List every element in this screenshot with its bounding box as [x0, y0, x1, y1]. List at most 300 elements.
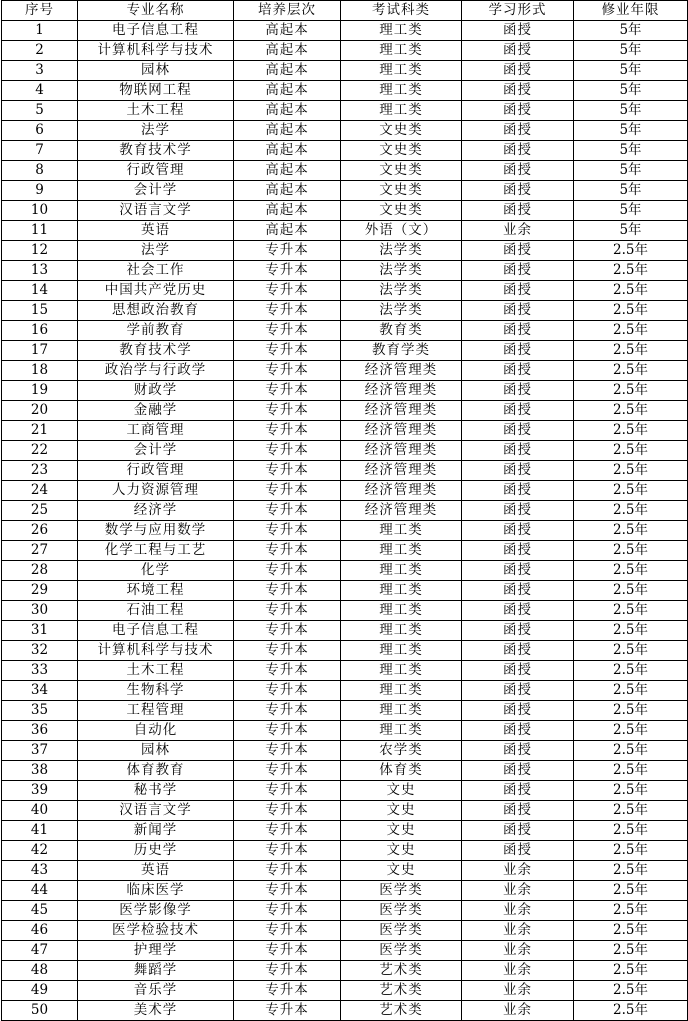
cell-major-name: 行政管理 [78, 461, 234, 481]
cell-study-form: 函授 [462, 361, 574, 381]
cell-index: 34 [2, 681, 78, 701]
cell-duration: 5年 [574, 41, 688, 61]
cell-level: 专升本 [234, 721, 341, 741]
cell-duration: 2.5年 [574, 821, 688, 841]
cell-index: 32 [2, 641, 78, 661]
cell-exam-category: 医学类 [341, 921, 462, 941]
cell-index: 50 [2, 1001, 78, 1021]
header-index: 序号 [2, 1, 78, 21]
cell-index: 35 [2, 701, 78, 721]
cell-duration: 5年 [574, 221, 688, 241]
cell-index: 25 [2, 501, 78, 521]
table-row [2, 641, 688, 661]
cell-study-form: 函授 [462, 321, 574, 341]
cell-major-name: 计算机科学与技术 [78, 641, 234, 661]
cell-major-name: 电子信息工程 [78, 621, 234, 641]
cell-level: 专升本 [234, 741, 341, 761]
cell-level: 高起本 [234, 201, 341, 221]
cell-study-form: 函授 [462, 441, 574, 461]
table-row [2, 21, 688, 41]
cell-major-name: 金融学 [78, 401, 234, 421]
cell-duration: 2.5年 [574, 721, 688, 741]
cell-major-name: 园林 [78, 741, 234, 761]
table-row [2, 581, 688, 601]
cell-duration: 2.5年 [574, 601, 688, 621]
cell-level: 专升本 [234, 361, 341, 381]
cell-study-form: 函授 [462, 641, 574, 661]
cell-major-name: 法学 [78, 241, 234, 261]
cell-index: 9 [2, 181, 78, 201]
cell-level: 高起本 [234, 101, 341, 121]
cell-duration: 5年 [574, 81, 688, 101]
cell-major-name: 土木工程 [78, 661, 234, 681]
cell-study-form: 函授 [462, 301, 574, 321]
cell-index: 29 [2, 581, 78, 601]
cell-study-form: 函授 [462, 341, 574, 361]
cell-exam-category: 理工类 [341, 581, 462, 601]
cell-index: 47 [2, 941, 78, 961]
cell-study-form: 函授 [462, 661, 574, 681]
cell-duration: 2.5年 [574, 561, 688, 581]
cell-duration: 2.5年 [574, 441, 688, 461]
cell-study-form: 函授 [462, 821, 574, 841]
cell-index: 27 [2, 541, 78, 561]
cell-duration: 5年 [574, 101, 688, 121]
cell-duration: 2.5年 [574, 361, 688, 381]
cell-study-form: 函授 [462, 501, 574, 521]
cell-duration: 2.5年 [574, 1001, 688, 1021]
cell-level: 专升本 [234, 501, 341, 521]
cell-exam-category: 理工类 [341, 701, 462, 721]
table-row [2, 141, 688, 161]
cell-exam-category: 艺术类 [341, 1001, 462, 1021]
cell-study-form: 函授 [462, 401, 574, 421]
cell-study-form: 函授 [462, 381, 574, 401]
cell-exam-category: 经济管理类 [341, 381, 462, 401]
cell-index: 48 [2, 961, 78, 981]
cell-index: 42 [2, 841, 78, 861]
cell-level: 专升本 [234, 761, 341, 781]
table-row [2, 621, 688, 641]
table-row [2, 81, 688, 101]
cell-duration: 2.5年 [574, 281, 688, 301]
cell-level: 专升本 [234, 801, 341, 821]
cell-level: 专升本 [234, 621, 341, 641]
cell-level: 专升本 [234, 381, 341, 401]
cell-major-name: 物联网工程 [78, 81, 234, 101]
cell-index: 38 [2, 761, 78, 781]
cell-duration: 2.5年 [574, 521, 688, 541]
table-row [2, 421, 688, 441]
table-row [2, 441, 688, 461]
cell-exam-category: 经济管理类 [341, 501, 462, 521]
cell-major-name: 石油工程 [78, 601, 234, 621]
cell-index: 46 [2, 921, 78, 941]
cell-duration: 2.5年 [574, 781, 688, 801]
cell-duration: 2.5年 [574, 661, 688, 681]
cell-index: 16 [2, 321, 78, 341]
cell-study-form: 函授 [462, 21, 574, 41]
table-row [2, 861, 688, 881]
cell-study-form: 业余 [462, 981, 574, 1001]
cell-major-name: 工程管理 [78, 701, 234, 721]
cell-index: 39 [2, 781, 78, 801]
cell-exam-category: 理工类 [341, 681, 462, 701]
cell-level: 专升本 [234, 261, 341, 281]
cell-level: 专升本 [234, 1001, 341, 1021]
cell-major-name: 历史学 [78, 841, 234, 861]
cell-duration: 5年 [574, 161, 688, 181]
cell-study-form: 函授 [462, 101, 574, 121]
cell-exam-category: 艺术类 [341, 961, 462, 981]
cell-study-form: 函授 [462, 521, 574, 541]
table-row [2, 741, 688, 761]
majors-table [1, 0, 688, 1021]
cell-exam-category: 文史 [341, 861, 462, 881]
cell-index: 12 [2, 241, 78, 261]
cell-study-form: 函授 [462, 121, 574, 141]
cell-duration: 2.5年 [574, 381, 688, 401]
cell-major-name: 行政管理 [78, 161, 234, 181]
cell-level: 高起本 [234, 81, 341, 101]
header-study-form: 学习形式 [462, 1, 574, 21]
cell-exam-category: 理工类 [341, 661, 462, 681]
cell-duration: 2.5年 [574, 341, 688, 361]
cell-level: 专升本 [234, 881, 341, 901]
table-row [2, 981, 688, 1001]
cell-exam-category: 教育类 [341, 321, 462, 341]
cell-major-name: 化学 [78, 561, 234, 581]
cell-major-name: 汉语言文学 [78, 201, 234, 221]
cell-exam-category: 理工类 [341, 21, 462, 41]
table-row [2, 661, 688, 681]
cell-major-name: 秘书学 [78, 781, 234, 801]
table-row [2, 61, 688, 81]
cell-index: 10 [2, 201, 78, 221]
cell-index: 33 [2, 661, 78, 681]
cell-exam-category: 理工类 [341, 721, 462, 741]
cell-study-form: 函授 [462, 41, 574, 61]
cell-study-form: 函授 [462, 281, 574, 301]
table-row [2, 521, 688, 541]
cell-index: 22 [2, 441, 78, 461]
table-row [2, 881, 688, 901]
cell-level: 专升本 [234, 781, 341, 801]
cell-exam-category: 法学类 [341, 301, 462, 321]
cell-duration: 5年 [574, 141, 688, 161]
cell-study-form: 函授 [462, 421, 574, 441]
cell-major-name: 园林 [78, 61, 234, 81]
cell-duration: 2.5年 [574, 321, 688, 341]
cell-major-name: 社会工作 [78, 261, 234, 281]
cell-exam-category: 法学类 [341, 241, 462, 261]
cell-major-name: 音乐学 [78, 981, 234, 1001]
cell-major-name: 体育教育 [78, 761, 234, 781]
cell-major-name: 数学与应用数学 [78, 521, 234, 541]
cell-study-form: 函授 [462, 261, 574, 281]
cell-level: 专升本 [234, 321, 341, 341]
cell-study-form: 函授 [462, 481, 574, 501]
cell-exam-category: 经济管理类 [341, 361, 462, 381]
table-row [2, 941, 688, 961]
cell-study-form: 函授 [462, 141, 574, 161]
cell-level: 专升本 [234, 601, 341, 621]
cell-major-name: 学前教育 [78, 321, 234, 341]
cell-index: 20 [2, 401, 78, 421]
cell-index: 49 [2, 981, 78, 1001]
cell-index: 28 [2, 561, 78, 581]
cell-major-name: 自动化 [78, 721, 234, 741]
cell-major-name: 思想政治教育 [78, 301, 234, 321]
cell-major-name: 化学工程与工艺 [78, 541, 234, 561]
cell-level: 专升本 [234, 401, 341, 421]
cell-study-form: 函授 [462, 561, 574, 581]
table-row [2, 461, 688, 481]
table-row [2, 261, 688, 281]
cell-level: 专升本 [234, 661, 341, 681]
cell-index: 4 [2, 81, 78, 101]
cell-level: 专升本 [234, 961, 341, 981]
cell-major-name: 人力资源管理 [78, 481, 234, 501]
cell-duration: 2.5年 [574, 741, 688, 761]
cell-major-name: 计算机科学与技术 [78, 41, 234, 61]
cell-study-form: 业余 [462, 1001, 574, 1021]
cell-index: 43 [2, 861, 78, 881]
cell-duration: 2.5年 [574, 501, 688, 521]
cell-level: 高起本 [234, 141, 341, 161]
cell-study-form: 函授 [462, 541, 574, 561]
cell-level: 高起本 [234, 61, 341, 81]
cell-exam-category: 医学类 [341, 881, 462, 901]
cell-level: 专升本 [234, 341, 341, 361]
cell-level: 专升本 [234, 821, 341, 841]
cell-study-form: 函授 [462, 161, 574, 181]
cell-duration: 2.5年 [574, 641, 688, 661]
cell-index: 7 [2, 141, 78, 161]
cell-major-name: 医学检验技术 [78, 921, 234, 941]
table-row [2, 721, 688, 741]
cell-level: 专升本 [234, 921, 341, 941]
cell-study-form: 业余 [462, 861, 574, 881]
cell-level: 专升本 [234, 241, 341, 261]
table-row [2, 761, 688, 781]
cell-exam-category: 体育类 [341, 761, 462, 781]
table-row [2, 341, 688, 361]
header-major-name: 专业名称 [78, 1, 234, 21]
cell-exam-category: 文史 [341, 801, 462, 821]
cell-index: 23 [2, 461, 78, 481]
cell-major-name: 美术学 [78, 1001, 234, 1021]
cell-duration: 2.5年 [574, 301, 688, 321]
cell-duration: 2.5年 [574, 681, 688, 701]
cell-level: 专升本 [234, 421, 341, 441]
cell-level: 专升本 [234, 541, 341, 561]
cell-level: 高起本 [234, 21, 341, 41]
cell-exam-category: 理工类 [341, 81, 462, 101]
table-row [2, 921, 688, 941]
cell-major-name: 临床医学 [78, 881, 234, 901]
cell-exam-category: 理工类 [341, 61, 462, 81]
cell-major-name: 教育技术学 [78, 341, 234, 361]
cell-study-form: 业余 [462, 961, 574, 981]
cell-level: 高起本 [234, 161, 341, 181]
cell-level: 专升本 [234, 281, 341, 301]
cell-index: 26 [2, 521, 78, 541]
cell-level: 专升本 [234, 481, 341, 501]
cell-major-name: 电子信息工程 [78, 21, 234, 41]
cell-duration: 2.5年 [574, 701, 688, 721]
cell-level: 专升本 [234, 301, 341, 321]
cell-study-form: 函授 [462, 841, 574, 861]
cell-duration: 2.5年 [574, 841, 688, 861]
cell-exam-category: 农学类 [341, 741, 462, 761]
cell-duration: 2.5年 [574, 981, 688, 1001]
cell-index: 11 [2, 221, 78, 241]
cell-level: 专升本 [234, 981, 341, 1001]
cell-major-name: 政治学与行政学 [78, 361, 234, 381]
cell-major-name: 中国共产党历史 [78, 281, 234, 301]
table-row [2, 361, 688, 381]
cell-major-name: 工商管理 [78, 421, 234, 441]
cell-major-name: 经济学 [78, 501, 234, 521]
cell-study-form: 业余 [462, 881, 574, 901]
cell-duration: 2.5年 [574, 621, 688, 641]
cell-duration: 2.5年 [574, 941, 688, 961]
cell-duration: 5年 [574, 21, 688, 41]
table-row [2, 201, 688, 221]
cell-exam-category: 经济管理类 [341, 461, 462, 481]
cell-exam-category: 法学类 [341, 261, 462, 281]
cell-major-name: 环境工程 [78, 581, 234, 601]
cell-study-form: 函授 [462, 621, 574, 641]
cell-level: 专升本 [234, 701, 341, 721]
cell-duration: 5年 [574, 181, 688, 201]
cell-exam-category: 法学类 [341, 281, 462, 301]
cell-level: 专升本 [234, 841, 341, 861]
cell-level: 高起本 [234, 221, 341, 241]
cell-exam-category: 理工类 [341, 41, 462, 61]
cell-study-form: 函授 [462, 681, 574, 701]
cell-index: 17 [2, 341, 78, 361]
cell-exam-category: 文史类 [341, 181, 462, 201]
cell-study-form: 业余 [462, 921, 574, 941]
cell-study-form: 函授 [462, 701, 574, 721]
cell-duration: 2.5年 [574, 801, 688, 821]
table-row [2, 681, 688, 701]
cell-index: 30 [2, 601, 78, 621]
header-exam-category: 考试科类 [341, 1, 462, 21]
table-row [2, 821, 688, 841]
cell-level: 专升本 [234, 941, 341, 961]
cell-index: 24 [2, 481, 78, 501]
cell-major-name: 新闻学 [78, 821, 234, 841]
cell-exam-category: 医学类 [341, 941, 462, 961]
cell-study-form: 函授 [462, 581, 574, 601]
header-duration: 修业年限 [574, 1, 688, 21]
cell-exam-category: 理工类 [341, 621, 462, 641]
cell-exam-category: 理工类 [341, 641, 462, 661]
cell-exam-category: 文史 [341, 781, 462, 801]
cell-level: 专升本 [234, 901, 341, 921]
cell-study-form: 函授 [462, 781, 574, 801]
cell-duration: 5年 [574, 121, 688, 141]
cell-study-form: 函授 [462, 741, 574, 761]
cell-level: 专升本 [234, 641, 341, 661]
cell-major-name: 法学 [78, 121, 234, 141]
table-body [2, 21, 688, 1021]
cell-duration: 2.5年 [574, 401, 688, 421]
cell-exam-category: 经济管理类 [341, 401, 462, 421]
table-header [2, 1, 688, 21]
cell-exam-category: 外语（文） [341, 221, 462, 241]
cell-exam-category: 医学类 [341, 901, 462, 921]
table-row [2, 281, 688, 301]
cell-major-name: 英语 [78, 221, 234, 241]
table-row [2, 601, 688, 621]
cell-index: 40 [2, 801, 78, 821]
cell-duration: 2.5年 [574, 861, 688, 881]
cell-index: 44 [2, 881, 78, 901]
cell-level: 专升本 [234, 461, 341, 481]
table-row [2, 481, 688, 501]
cell-exam-category: 经济管理类 [341, 481, 462, 501]
cell-exam-category: 文史类 [341, 161, 462, 181]
table-row [2, 161, 688, 181]
cell-index: 13 [2, 261, 78, 281]
cell-index: 8 [2, 161, 78, 181]
cell-duration: 2.5年 [574, 421, 688, 441]
cell-exam-category: 文史类 [341, 201, 462, 221]
cell-duration: 2.5年 [574, 881, 688, 901]
cell-level: 专升本 [234, 521, 341, 541]
table-row [2, 301, 688, 321]
cell-duration: 2.5年 [574, 261, 688, 281]
cell-duration: 2.5年 [574, 481, 688, 501]
cell-duration: 2.5年 [574, 461, 688, 481]
cell-level: 专升本 [234, 681, 341, 701]
cell-major-name: 财政学 [78, 381, 234, 401]
cell-index: 15 [2, 301, 78, 321]
table-row [2, 701, 688, 721]
table-row [2, 241, 688, 261]
cell-duration: 2.5年 [574, 541, 688, 561]
cell-duration: 2.5年 [574, 921, 688, 941]
header-row [2, 1, 688, 21]
cell-study-form: 业余 [462, 901, 574, 921]
cell-exam-category: 理工类 [341, 561, 462, 581]
cell-major-name: 会计学 [78, 181, 234, 201]
cell-index: 18 [2, 361, 78, 381]
cell-study-form: 函授 [462, 721, 574, 741]
cell-major-name: 护理学 [78, 941, 234, 961]
cell-major-name: 教育技术学 [78, 141, 234, 161]
table-row [2, 901, 688, 921]
cell-level: 专升本 [234, 861, 341, 881]
cell-index: 2 [2, 41, 78, 61]
cell-study-form: 函授 [462, 201, 574, 221]
table-row [2, 381, 688, 401]
cell-study-form: 函授 [462, 801, 574, 821]
cell-index: 21 [2, 421, 78, 441]
table-row [2, 841, 688, 861]
table-row [2, 961, 688, 981]
cell-major-name: 舞蹈学 [78, 961, 234, 981]
cell-duration: 2.5年 [574, 961, 688, 981]
cell-study-form: 函授 [462, 461, 574, 481]
cell-duration: 5年 [574, 201, 688, 221]
table-row [2, 101, 688, 121]
cell-major-name: 英语 [78, 861, 234, 881]
